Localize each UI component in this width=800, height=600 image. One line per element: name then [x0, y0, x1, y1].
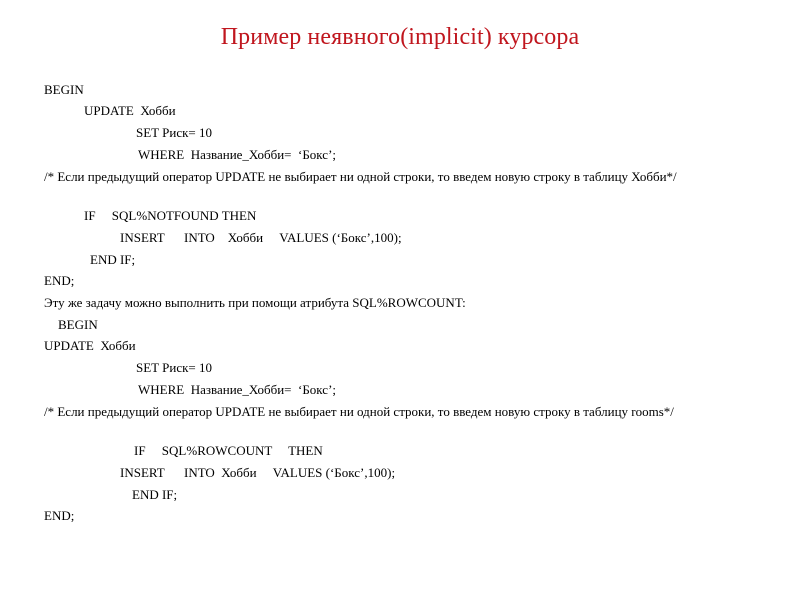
code-line: INSERT INTO Хобби VALUES (‘Бокс’,100); [120, 230, 402, 245]
code-line: UPDATE Хобби [44, 338, 136, 353]
code-line: SET Риск= 10 [136, 360, 212, 375]
code-line: END; [44, 273, 75, 288]
code-line: IF SQL%ROWCOUNT THEN [134, 443, 323, 458]
code-line: INSERT INTO Хобби VALUES (‘Бокс’,100); [120, 465, 396, 480]
code-line: SET Риск= 10 [136, 125, 212, 140]
slide-title: Пример неявного(implicit) курсора [220, 24, 580, 50]
explanation-text: Эту же задачу можно выполнить при помощи атрибута SQL%ROWCOUNT: [44, 295, 466, 310]
code-line: WHERE Название_Хобби= ‘Бокс’; [138, 382, 337, 397]
code-comment: /* Если предыдущий оператор UPDATE не выбирает ни одной строки, то введем новую строку в таблицу Хобби*/ [44, 169, 677, 184]
code-line: END; [44, 508, 75, 523]
code-line: BEGIN [58, 317, 98, 332]
code-line: WHERE Название_Хобби= ‘Бокс’; [138, 147, 337, 162]
code-line: END IF; [132, 487, 178, 502]
code-line: BEGIN [44, 82, 84, 97]
code-line: UPDATE Хобби [84, 103, 176, 118]
code-comment: /* Если предыдущий оператор UPDATE не выбирает ни одной строки, то введем новую строку в таблицу rooms*/ [44, 404, 674, 419]
code-line: END IF; [90, 252, 136, 267]
code-line: IF SQL%NOTFOUND THEN [84, 208, 257, 223]
